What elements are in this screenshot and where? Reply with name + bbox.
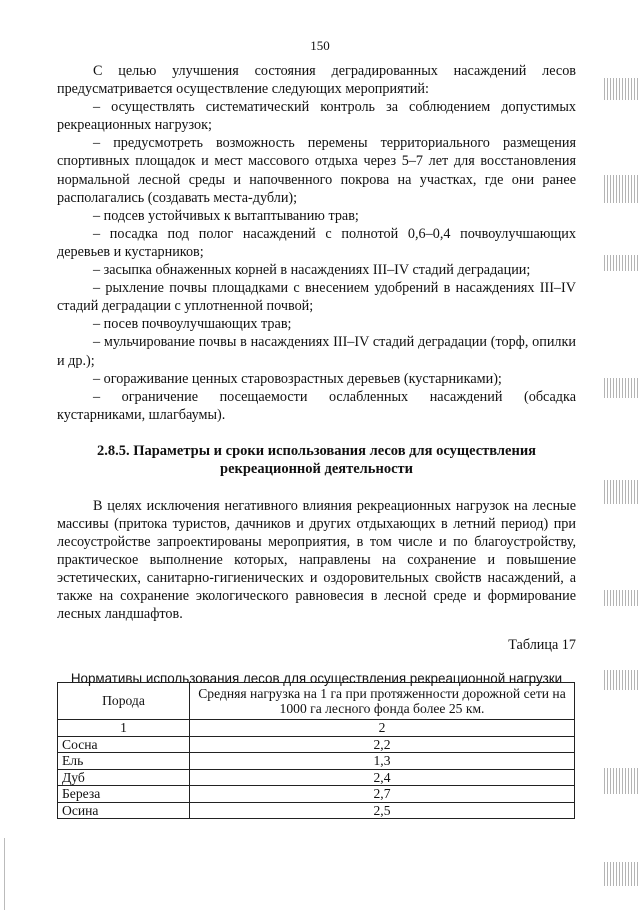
measure-item: – осуществлять систематический контроль за соблюдением допустимых рекреационных нагрузок; (57, 99, 576, 134)
table-header-row (58, 683, 575, 720)
scan-artifact (604, 175, 638, 203)
table-column-number: 1 (58, 720, 190, 737)
table-row (58, 802, 575, 819)
measure-item: – засыпка обнаженных корней в насаждениях III–IV стадий деградации; (93, 262, 531, 279)
table-row (58, 786, 575, 803)
table-cell-species: Ель (58, 753, 190, 770)
table-row (58, 769, 575, 786)
measure-item: – посадка под полог насаждений с полнотой 0,6–0,4 почвоулучшающих деревьев и кустарников; (57, 225, 576, 260)
section-paragraph: В целях исключения негативного влияния рекреационных нагрузок на лесные массивы (притока туристов, дачников и других отдыхающих в летний период) при лесоустройстве запроектированы мероприятия, в том числе и по благоустройству, практическое выполнение которых, направлены на сохранение и повышение эстетических, санитарно-гигиенических и оздоровительных свойств насаждений, а также на сохранение экологического равновесия в лесной среде и формирование лесных ландшафтов. (57, 497, 576, 623)
table-label: Таблица 17 (508, 636, 576, 653)
norms-table (57, 682, 575, 819)
intro-paragraph: С целью улучшения состояния деградированных насаждений лесов предусматривается осуществление следующих мероприятий: (57, 63, 576, 98)
table-row (58, 753, 575, 770)
table-cell-load: 1,3 (190, 753, 575, 770)
measure-item: – мульчирование почвы в насаждениях III–IV стадий деградации (торф, опилки и др.); (57, 334, 576, 369)
measure-item: – ограничение посещаемости ослабленных насаждений (обсадка кустарниками, шлагбаумы). (57, 388, 576, 423)
measure-item: – рыхление почвы площадками с внесением удобрений в насаждениях III–IV стадий деградации с уплотненной почвой; (57, 280, 576, 315)
measure-item: – посев почвоулучшающих трав; (93, 316, 292, 333)
scan-artifact (604, 480, 638, 504)
page-number: 150 (310, 38, 330, 53)
section-heading: 2.8.5. Параметры и сроки использования лесов для осуществления рекреационной деятельности (96, 442, 537, 478)
scan-artifact (604, 768, 638, 794)
table-cell-species: Дуб (58, 769, 190, 786)
measure-item: – подсев устойчивых к вытаптыванию трав; (93, 207, 359, 224)
scan-artifact (604, 670, 638, 690)
scan-artifact (604, 590, 638, 606)
table-row (58, 736, 575, 753)
measure-item: – огораживание ценных старовозрастных деревьев (кустарниками); (93, 370, 502, 387)
table-cell-load: 2,5 (190, 802, 575, 819)
table-cell-species: Береза (58, 786, 190, 803)
scan-artifact (604, 255, 638, 271)
scan-artifact (604, 78, 638, 100)
scan-edge-line (4, 838, 5, 910)
table-column-numbers-row (58, 720, 575, 737)
table-cell-load: 2,4 (190, 769, 575, 786)
table-column-number: 2 (190, 720, 575, 737)
table-header-species: Порода (58, 683, 190, 720)
measure-item: – предусмотреть возможность перемены территориального размещения спортивных площадок и мест массового отдыха через 5–7 лет для восстановления нормальной лесной среды и напочвенного покрова на участках, где они ранее располагались (создавать места-дубли); (57, 135, 576, 206)
table-cell-species: Сосна (58, 736, 190, 753)
table-header-load: Средняя нагрузка на 1 га при протяженности дорожной сети на 1000 га лесного фонда более 25 км. (190, 683, 575, 720)
document-body (57, 62, 576, 688)
table-cell-load: 2,7 (190, 786, 575, 803)
scan-artifact (604, 378, 638, 398)
table-title: Нормативы использования лесов для осуществления рекреационной нагрузки (70, 670, 563, 686)
scan-artifact (604, 862, 638, 886)
table-cell-load: 2,2 (190, 736, 575, 753)
table-cell-species: Осина (58, 802, 190, 819)
